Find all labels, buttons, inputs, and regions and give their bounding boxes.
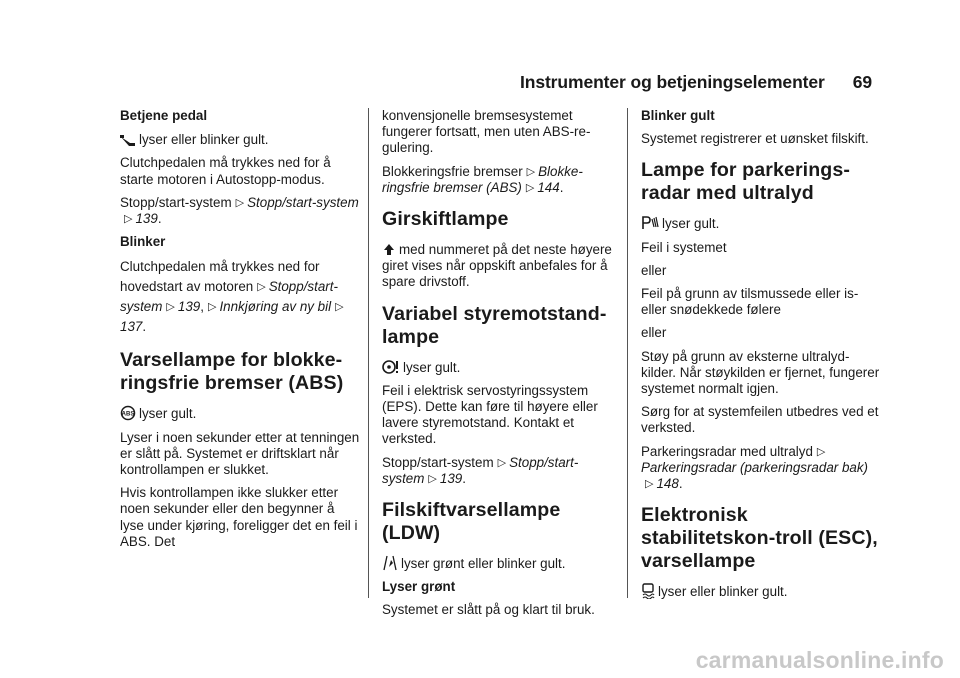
reference-arrow-icon: ▷ xyxy=(166,301,175,314)
heading-blinker: Blinker xyxy=(120,234,166,250)
pedal-ref-link[interactable]: Stopp/start-system xyxy=(247,194,359,210)
abs-continued: konvensjonelle bremsesystemet fungerer fortsatt, men uten ABS-re-gulering. xyxy=(382,108,591,156)
park-or-2: eller xyxy=(641,325,667,341)
pedal-ref-page[interactable]: 139 xyxy=(135,211,158,227)
heading-parkeringsradar: Lampe for parkerings-radar med ultralyd xyxy=(641,159,850,205)
heading-esc: Elektronisk stabilitetskon-troll (ESC), varsellampe xyxy=(641,504,878,573)
watermark: carmanualsonline.info xyxy=(695,647,944,673)
esc-lamp-line xyxy=(641,583,881,600)
reference-arrow-icon: ▷ xyxy=(335,301,344,314)
steering-ref-lead: Stopp/start-system xyxy=(382,454,494,470)
park-ref-lead: Parkeringsradar med ultralyd xyxy=(641,443,813,459)
park-lamp-text: lyser gult. xyxy=(662,216,720,232)
abs-ref-link[interactable]: Blokke-ringsfrie bremser (ABS) xyxy=(382,163,583,195)
column-divider xyxy=(627,108,628,598)
heading-girskiftlampe: Girskiftlampe xyxy=(382,208,509,231)
abs-lamp-text: lyser gult. xyxy=(139,406,197,422)
heading-lyser-gront: Lyser grønt xyxy=(382,579,456,595)
reference-arrow-icon: ▷ xyxy=(124,213,133,226)
steering-ref-link[interactable]: Stopp/start-system xyxy=(382,454,579,486)
park-paragraph-1: Feil i systemet xyxy=(641,239,727,255)
pedal-ref-lead: Stopp/start-system xyxy=(120,194,232,210)
gear-text: med nummeret på det neste høyere giret vises når oppskift anbefales for å spare drivstoff. xyxy=(382,242,612,290)
blinker-ref-page-1[interactable]: 139 xyxy=(177,299,201,315)
reference-arrow-icon: ▷ xyxy=(428,472,437,485)
pedal-reference: Stopp/start-system ▷ Stopp/start-system▷ 139. xyxy=(120,194,359,227)
heading-ldw: Filskiftvarsellampe (LDW) xyxy=(382,499,561,545)
blinker-text: Clutchpedalen må trykkes ned for hovedstart av motoren xyxy=(120,259,320,295)
abs-paragraph-1: Lyser i noen sekunder etter at tenningen er slått på. Systemet er driftsklart når kontrollampen er slukket. xyxy=(120,429,360,478)
abs-ref-page[interactable]: 144 xyxy=(537,179,560,195)
svg-text:ABS: ABS xyxy=(121,411,135,418)
abs-lamp-line xyxy=(120,405,360,422)
abs-warning-icon xyxy=(120,405,136,421)
blinker-separator: , xyxy=(200,299,204,315)
reference-arrow-icon: ▷ xyxy=(526,165,536,178)
blinker-ref-link-2[interactable]: Innkjøring av ny bil xyxy=(219,299,332,315)
pedal-lamp-text: lyser eller blinker gult. xyxy=(139,132,269,148)
steering-warning-icon xyxy=(382,359,400,375)
steering-paragraph: Feil i elektrisk servostyringssystem (EPS). Dette kan føre til høyere eller lavere styremotstand. Kontakt et verksted. xyxy=(382,382,598,447)
heading-variabel-styremotstand: Variabel styremotstand-lampe xyxy=(382,302,607,348)
blinker-paragraph: Clutchpedalen må trykkes ned for hovedstart av motoren ▷ Stopp/start-system ▷ 139, ▷ Innkjøring av ny bil ▷137. xyxy=(120,259,344,335)
pedal-paragraph: Clutchpedalen må trykkes ned for å starte motoren i Autostopp-modus. xyxy=(120,155,331,187)
park-paragraph-2: Feil på grunn av tilsmussede eller is- eller snødekkede følere xyxy=(641,286,859,318)
column-1 xyxy=(120,108,360,557)
reference-arrow-icon: ▷ xyxy=(207,301,217,314)
gear-shift-icon xyxy=(382,241,396,257)
page-number: 69 xyxy=(852,72,872,92)
pedal-lamp-line xyxy=(120,131,360,148)
reference-arrow-icon: ▷ xyxy=(235,196,245,209)
green-paragraph: Systemet er slått på og klart til bruk. xyxy=(382,602,595,618)
column-2 xyxy=(382,108,618,626)
blinker-ref-link-1[interactable]: Stopp/start-system xyxy=(120,279,338,315)
ldw-lamp-line xyxy=(382,555,618,572)
reference-arrow-icon: ▷ xyxy=(497,456,507,469)
blink-paragraph: Systemet registrerer et uønsket filskift. xyxy=(641,131,869,147)
esc-warning-icon xyxy=(641,583,655,599)
heading-blinker-gult: Blinker gult xyxy=(641,108,715,123)
park-lamp-line xyxy=(641,215,881,232)
steering-reference: Stopp/start-system ▷ Stopp/start-system ▷ 139. xyxy=(382,454,579,486)
heading-betjene-pedal: Betjene pedal xyxy=(120,108,208,123)
header-title: Instrumenter og betjeningselementer xyxy=(519,72,825,92)
reference-arrow-icon: ▷ xyxy=(257,281,266,294)
abs-ref-lead: Blokkeringsfrie bremser xyxy=(382,163,523,179)
reference-arrow-icon: ▷ xyxy=(525,181,535,194)
steering-ref-page[interactable]: 139 xyxy=(439,470,463,486)
lane-departure-icon xyxy=(382,555,398,571)
steering-lamp-line xyxy=(382,359,618,376)
ldw-lamp-text: lyser grønt eller blinker gult. xyxy=(401,556,566,572)
column-3 xyxy=(641,108,881,607)
reference-arrow-icon: ▷ xyxy=(816,445,826,458)
park-ref-link[interactable]: Parkeringsradar (parkeringsradar bak) xyxy=(641,459,868,475)
abs-reference: Blokkeringsfrie bremser ▷ Blokke-ringsfrie bremser (ABS) ▷ 144. xyxy=(382,163,583,195)
park-or-1: eller xyxy=(641,262,667,278)
steering-lamp-text: lyser gult. xyxy=(403,359,461,375)
blinker-ref-page-2[interactable]: 137 xyxy=(120,319,143,335)
reference-arrow-icon: ▷ xyxy=(645,478,654,491)
parking-radar-icon xyxy=(641,215,659,231)
esc-lamp-text: lyser eller blinker gult. xyxy=(658,584,788,600)
page-header xyxy=(0,72,872,93)
abs-paragraph-2: Hvis kontrollampen ikke slukker etter noen sekunder eller den begynner å lyse under kjøring, foreligger det en feil i ABS. Det xyxy=(120,485,358,549)
heading-abs: Varsellampe for blokke-ringsfrie bremser (ABS) xyxy=(120,349,344,395)
park-reference: Parkeringsradar med ultralyd ▷Parkeringsradar (parkeringsradar bak)▷ 148. xyxy=(641,443,868,492)
park-paragraph-3: Støy på grunn av eksterne ultralyd-kilder. Når støykilden er fjernet, fungerer systemet normalt igjen. xyxy=(641,348,880,397)
clutch-pedal-icon xyxy=(120,131,136,147)
park-paragraph-4: Sørg for at systemfeilen utbedres ved et verksted. xyxy=(641,404,879,436)
column-divider xyxy=(368,108,369,598)
gear-paragraph xyxy=(382,241,618,291)
park-ref-page[interactable]: 148 xyxy=(656,476,679,492)
